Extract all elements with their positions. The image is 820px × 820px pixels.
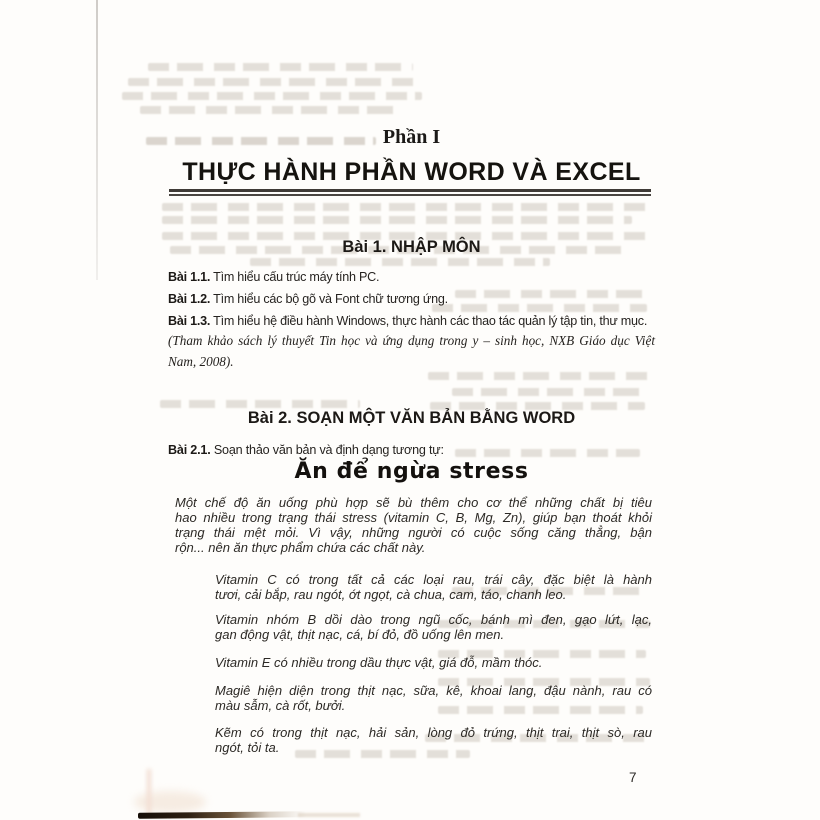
page-curl-highlight [134,791,206,813]
paragraph-line: tươi, cải bắp, rau ngót, ớt ngọt, cà chua, cam, táo, chanh leo. [215,587,567,602]
paragraph-line: Vitamin nhóm B dồi dào trong ngũ cốc, bánh mì đen, gạo lứt, lạc, [215,612,652,627]
page-number: 7 [629,770,637,785]
page-curl-shadow-fade [298,813,360,817]
rule-thin-line [169,194,651,196]
lesson1-item-text: Tìm hiểu cấu trúc máy tính PC. [210,270,380,284]
ghost-bleed-line [162,203,648,211]
title-double-rule [169,189,651,196]
paragraph-line: Kẽm có trong thịt nạc, hải sản, lòng đỏ trứng, thịt trai, thịt sò, rau [215,725,652,740]
lesson1-item-text: Tìm hiểu hệ điều hành Windows, thực hành các thao tác quản lý tập tin, thư mục. [210,314,648,328]
paragraph-line: Vitamin C có trong tất cả các loại rau, trái cây, đặc biệt là hành [215,572,652,587]
part-title: THỰC HÀNH PHẦN WORD VÀ EXCEL [182,158,641,186]
ghost-bleed-line [140,106,395,114]
part-label: Phần I [382,126,441,148]
lesson1-item [168,314,647,328]
lesson2-task [168,443,444,457]
paragraph-line: màu sẫm, cà rốt, bưởi. [215,698,346,713]
lesson1-item [168,292,448,306]
paragraph-line: ngót, tỏi ta. [215,740,280,755]
ghost-bleed-line [148,63,413,71]
intro-line: trạng thái mệt mỏi. Vì vậy, những người có cuộc sống căng thẳng, bận [175,525,652,540]
ghost-bleed-line [428,372,650,380]
paragraph-line: gan động vật, thịt nạc, cá, bí đỏ, đồ uống lên men. [215,627,505,642]
page-edge-line [96,0,98,280]
ghost-bleed-line [250,258,550,266]
ghost-bleed-line [452,388,642,396]
lesson1-item [168,270,379,284]
ghost-bleed-line [455,290,650,298]
page-curl-shadow [138,811,306,818]
lesson2-task-label: Bài 2.1. [168,443,211,457]
lesson1-heading: Bài 1. NHẬP MÔN [342,238,481,256]
ghost-bleed-line [162,216,632,224]
ghost-bleed-line [455,449,640,457]
ghost-bleed-line [122,92,422,100]
intro-line: rộn... nên ăn thực phẩm chứa các chất này. [175,540,426,555]
page-curl-edge [147,769,151,815]
reference-note-line: Nam, 2008). [168,354,234,369]
ghost-bleed-line [160,400,360,408]
lesson1-item-text: Tìm hiểu các bộ gõ và Font chữ tương ứng. [210,292,448,306]
ghost-bleed-line [432,304,647,312]
intro-line: hao nhiều trong trạng thái stress (vitamin C, B, Mg, Zn), giúp bạn thoát khỏi [175,510,652,525]
lesson2-heading: Bài 2. SOẠN MỘT VĂN BẢN BẰNG WORD [247,409,576,427]
paragraph-line: Vitamin E có nhiều trong dầu thực vật, giá đỗ, mầm thóc. [215,655,543,670]
ghost-bleed-line [128,78,420,86]
lesson1-item-label: Bài 1.2. [168,292,211,306]
rule-thick-line [169,189,651,192]
lesson1-item-label: Bài 1.1. [168,270,211,284]
reference-note-line: (Tham khảo sách lý thuyết Tin học và ứng dụng trong y – sinh học, NXB Giáo dục Việt [168,333,655,348]
intro-line: Một chế độ ăn uống phù hợp sẽ bù thêm cho cơ thể những chất bị tiêu [175,495,652,510]
lesson2-task-text: Soạn thảo văn bản và định dạng tương tự: [210,443,444,457]
lesson1-item-label: Bài 1.3. [168,314,211,328]
article-title: Ăn để ngừa stress [294,459,529,484]
paragraph-line: Magiê hiện diện trong thịt nạc, sữa, kê, khoai lang, đậu nành, rau có [215,683,652,698]
